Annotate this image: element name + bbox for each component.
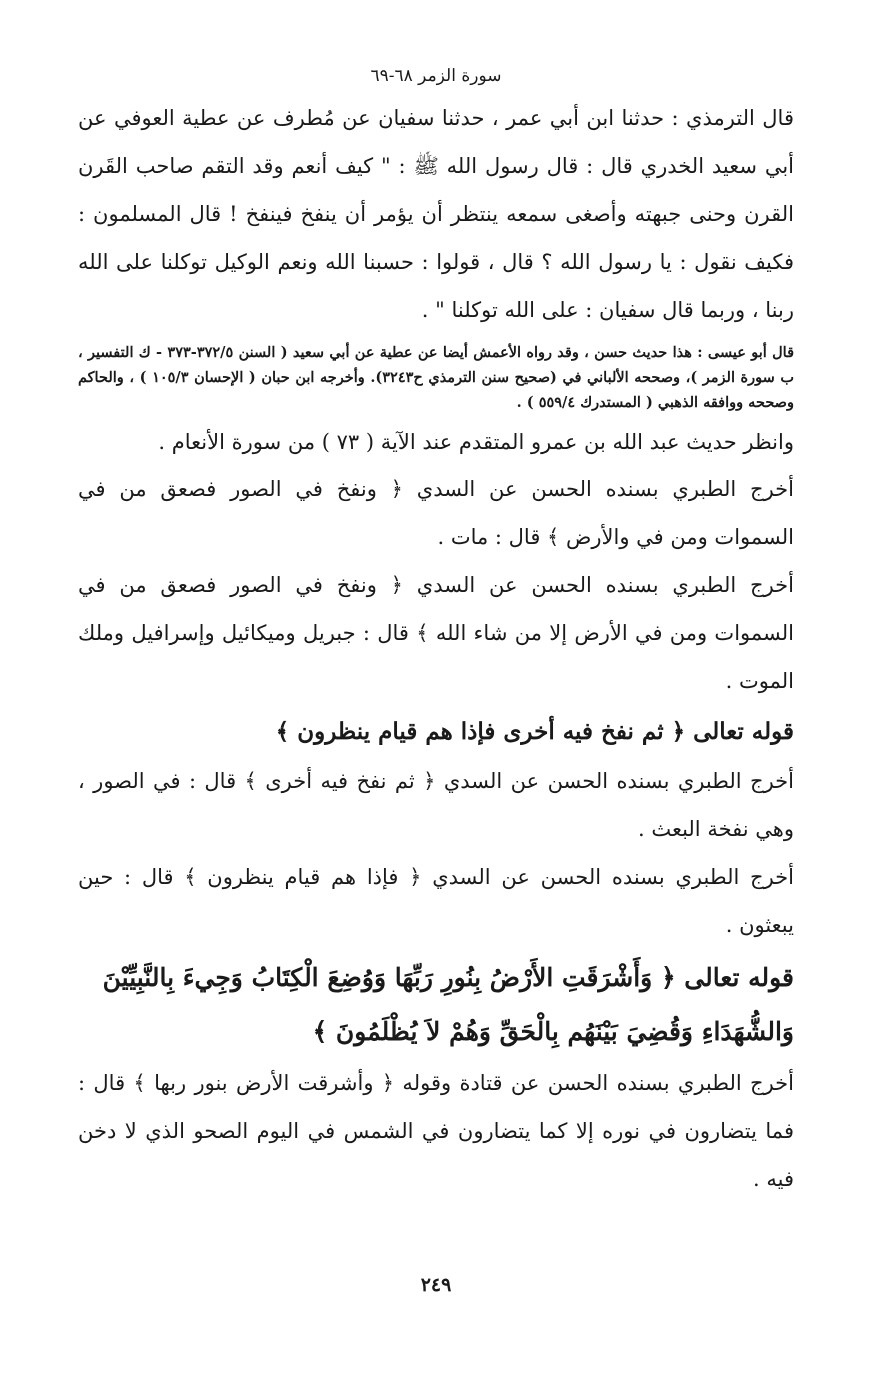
footnote-takhrij: قال أبو عيسى : هذا حديث حسن ، وقد رواه الأعمش أيضا عن عطية عن أبي سعيد ( السنن ٣٧٢/٥-٣٧٣ - ك التفسير ، ب سورة الزمر )، وصححه الألباني في (صحيح سنن الترمذي ح٣٢٤٣). وأخرجه ابن حبان ( الإحسان ١٠٥/٣ ) ، والحاكم وصححه ووافقه الذهبي ( المستدرك ٥٥٩/٤ ) . bbox=[78, 344, 795, 411]
paragraph-tirmidhi-hadith: قال الترمذي : حدثنا ابن أبي عمر ، حدثنا سفيان عن مُطرف عن عطية العوفي عن أبي سعيد الخدري قال : قال رسول الله ﷺ : " كيف أنعم وقد التقم صاحب القَرن القرن وحنى جبهته وأصغى سمعه ينتظر أن يؤمر أن ينفخ فينفخ ! قال المسلمون : فكيف نقول : يا رسول الله ؟ قال ، قولوا : حسبنا الله ونعم الوكيل توكلنا على الله ربنا ، وربما قال سفيان : على الله توكلنا " . bbox=[78, 106, 794, 322]
paragraph-tabari-5: أخرج الطبري بسنده الحسن عن قتادة وقوله ﴿ وأشرقت الأرض بنور ربها ﴾ قال : فما يتضارون في نوره إلا كما يتضارون في الشمس في اليوم الصحو الذي لا دخن فيه . bbox=[78, 1071, 794, 1191]
paragraph-tabari-2: أخرج الطبري بسنده الحسن عن السدي ﴿ ونفخ في الصور فصعق من في السموات ومن في الأرض إلا من شاء الله ﴾ قال : جبريل وميكائيل وإسرافيل وملك الموت . bbox=[78, 573, 794, 693]
paragraph-tabari-1: أخرج الطبري بسنده الحسن عن السدي ﴿ ونفخ في الصور فصعق من في السموات ومن في والأرض ﴾ قال : مات . bbox=[78, 477, 794, 549]
paragraph-tabari-4: أخرج الطبري بسنده الحسن عن السدي ﴿ فإذا هم قيام ينظرون ﴾ قال : حين يبعثون . bbox=[78, 865, 794, 937]
paragraph-cross-reference: وانظر حديث عبد الله بن عمرو المتقدم عند الآية ( ٧٣ ) من سورة الأنعام . bbox=[158, 430, 794, 454]
page-number: ٢٤٩ bbox=[420, 1274, 452, 1296]
page bbox=[78, 64, 794, 1384]
paragraph-tabari-3: أخرج الطبري بسنده الحسن عن السدي ﴿ ثم نفخ فيه أخرى ﴾ قال : في الصور ، وهي نفخة البعث . bbox=[78, 769, 794, 841]
verse-heading-1: قوله تعالى ﴿ ثم نفخ فيه أخرى فإذا هم قيام ينظرون ﴾ bbox=[275, 718, 794, 745]
verse-heading-2: قوله تعالى ﴿ وَأَشْرَقَتِ الأَرْضُ بِنُورِ رَبِّهَا وَوُضِعَ الْكِتَابُ وَجِيءَ بِالنَّبِيِّيْنَ وَالشُّهَدَاءِ وَقُضِيَ بَيْنَهُم بِالْحَقِّ وَهُمْ لاَ يُظْلَمُونَ ﴾ bbox=[102, 963, 794, 1046]
running-title: سورة الزمر ٦٨-٦٩ bbox=[370, 66, 502, 86]
